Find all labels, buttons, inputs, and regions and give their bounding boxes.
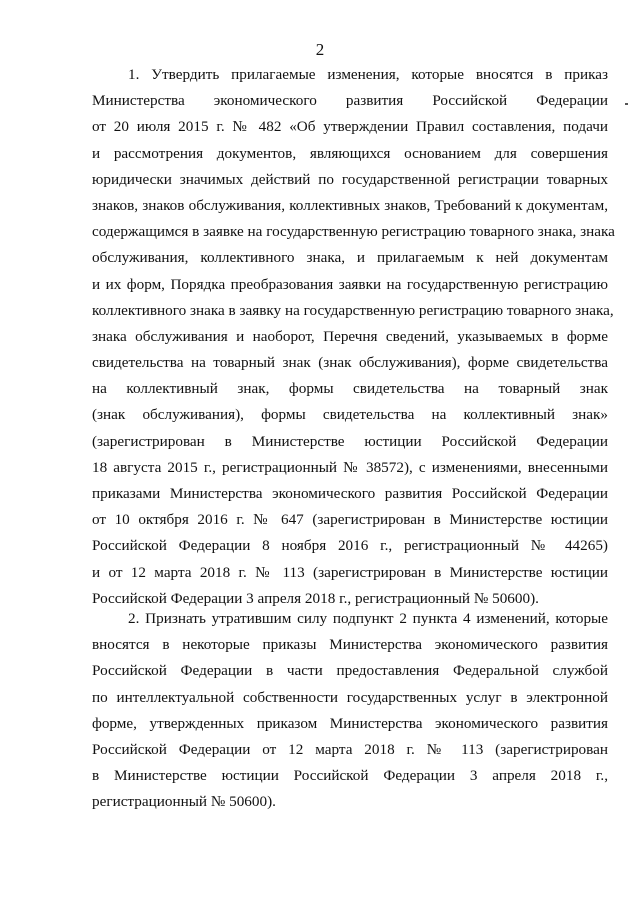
margin-mark — [625, 103, 628, 105]
paragraph-line: и от 12 марта 2018 г. № 113 (зарегистрирован в Министерстве юстиции — [92, 563, 608, 581]
paragraph-line: 18 августа 2015 г., регистрационный № 38572), с изменениями, внесенными — [92, 458, 608, 476]
paragraph-line: и рассмотрения документов, являющихся основанием для совершения — [92, 144, 608, 162]
paragraph-line: вносятся в некоторые приказы Министерства экономического развития — [92, 636, 608, 654]
paragraph-line: Российской Федерации от 12 марта 2018 г. № 113 (зарегистрирован — [92, 740, 608, 758]
paragraph-line: и их форм, Порядка преобразования заявки на государственную регистрацию — [92, 275, 608, 293]
paragraph-line: (зарегистрирован в Министерстве юстиции Российской Федерации — [92, 432, 608, 450]
paragraph-line: обслуживания, коллективного знака, и прилагаемым к ней документам — [92, 249, 608, 267]
paragraph-line: свидетельства на товарный знак (знак обслуживания), форме свидетельства — [92, 354, 608, 372]
page-number: 2 — [315, 40, 325, 59]
paragraph-line: от 20 июля 2015 г. № 482 «Об утверждении Правил составления, подачи — [92, 118, 608, 136]
paragraph-line: 1. Утвердить прилагаемые изменения, которые вносятся в приказ — [128, 66, 608, 83]
paragraph-line: по интеллектуальной собственности государственных услуг в электронной — [92, 688, 608, 706]
paragraph-line: знака обслуживания и наоборот, Перечня сведений, указываемых в форме — [92, 327, 608, 345]
paragraph-line: Российской Федерации 8 ноября 2016 г., регистрационный № 44265) — [92, 537, 608, 555]
paragraph-line: юридически значимых действий по государственной регистрации товарных — [92, 170, 608, 188]
paragraph-line: знаков, знаков обслуживания, коллективных знаков, Требований к документам, — [92, 196, 608, 214]
paragraph-line: регистрационный № 50600). — [92, 793, 276, 811]
paragraph-line: (знак обслуживания), формы свидетельства на коллективный знак» — [92, 406, 608, 424]
paragraph-line: коллективного знака в заявку на государственную регистрацию товарного знака, — [92, 301, 614, 319]
paragraph-2 — [92, 606, 608, 816]
paragraph-line: 2. Признать утратившим силу подпункт 2 пункта 4 изменений, которые — [128, 610, 608, 627]
paragraph-line: в Министерстве юстиции Российской Федерации 3 апреля 2018 г., — [92, 767, 608, 785]
paragraph-1 — [92, 62, 615, 612]
paragraph-line: Российской Федерации в части предоставления Федеральной службой — [92, 662, 608, 680]
paragraph-line: на коллективный знак, формы свидетельства на товарный знак — [92, 380, 608, 398]
paragraph-line: содержащимся в заявке на государственную регистрацию товарного знака, знака — [92, 223, 615, 241]
paragraph-line: форме, утвержденных приказом Министерства экономического развития — [92, 714, 608, 732]
paragraph-line: от 10 октября 2016 г. № 647 (зарегистрирован в Министерстве юстиции — [92, 511, 608, 529]
paragraph-line: Российской Федерации 3 апреля 2018 г., регистрационный № 50600). — [92, 589, 539, 607]
paragraph-line: приказами Министерства экономического развития Российской Федерации — [92, 485, 608, 502]
paragraph-line: Министерства экономического развития Российской Федерации — [92, 92, 608, 110]
